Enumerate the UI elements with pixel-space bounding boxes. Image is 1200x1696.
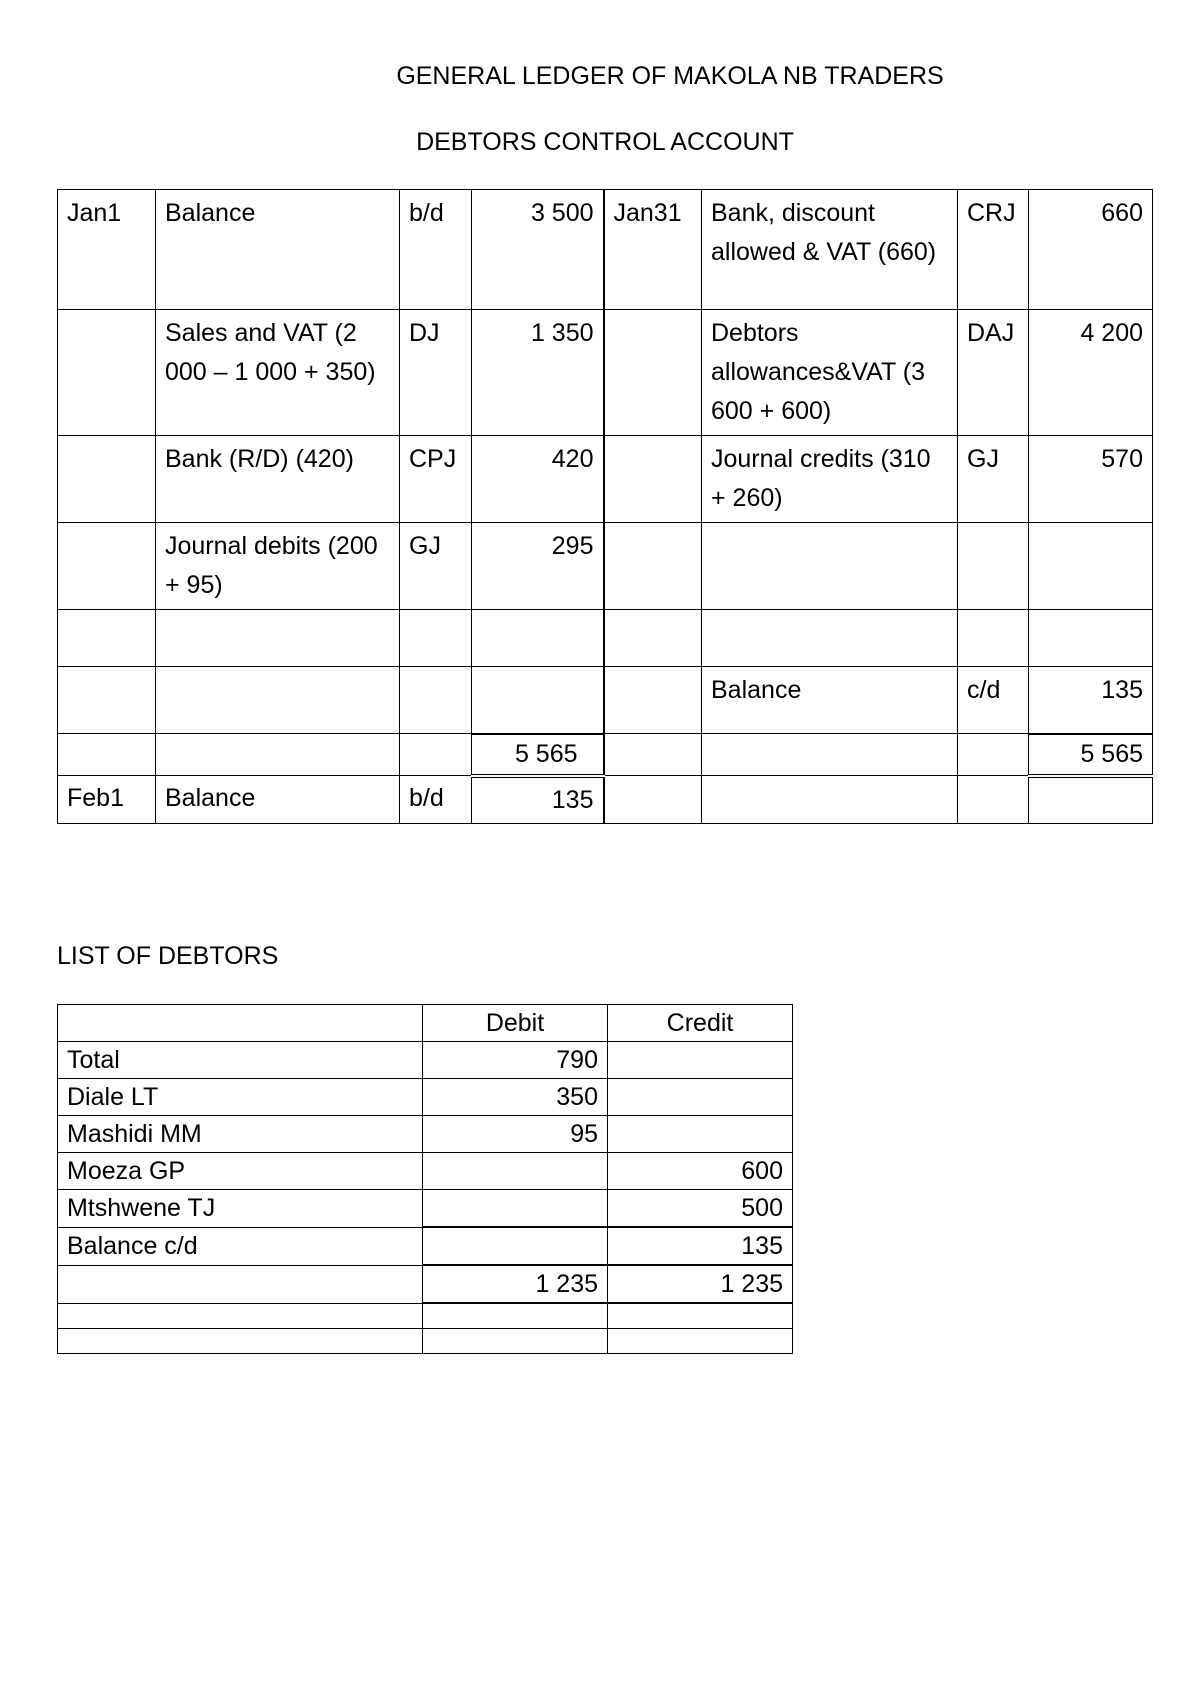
list-row	[58, 1227, 793, 1265]
credit-value: 135	[608, 1227, 793, 1265]
debtor-name: Diale LT	[58, 1079, 423, 1116]
credit-amount: 135	[1029, 667, 1153, 734]
credit-folio: c/d	[958, 667, 1029, 734]
debtor-name: Total	[58, 1042, 423, 1079]
debtors-control-account-table	[57, 189, 1153, 824]
credit-date	[604, 436, 702, 523]
debit-folio: b/d	[400, 190, 472, 310]
list-row	[58, 1079, 793, 1116]
list-of-debtors-title: LIST OF DEBTORS	[57, 942, 279, 970]
credit-details: Journal credits (310 + 260)	[702, 436, 958, 523]
credit-amount	[1029, 610, 1153, 667]
credit-details	[702, 523, 958, 610]
list-header-row	[58, 1005, 793, 1042]
account-title: DEBTORS CONTROL ACCOUNT	[416, 128, 794, 156]
debit-details: Balance	[156, 190, 400, 310]
debit-value	[423, 1153, 608, 1190]
debit-details: Journal debits (200 + 95)	[156, 523, 400, 610]
debit-details: Balance	[156, 776, 400, 824]
credit-value: 500	[608, 1190, 793, 1228]
credit-date: Jan31	[604, 190, 702, 310]
list-row	[58, 1190, 793, 1228]
credit-header: Credit	[608, 1005, 793, 1042]
debit-date	[58, 610, 156, 667]
list-row	[58, 1116, 793, 1153]
debit-amount	[472, 667, 604, 734]
credit-folio	[958, 523, 1029, 610]
debit-date	[58, 667, 156, 734]
debit-details: Bank (R/D) (420)	[156, 436, 400, 523]
debit-date	[58, 523, 156, 610]
credit-value	[608, 1042, 793, 1079]
debit-value: 95	[423, 1116, 608, 1153]
debit-details	[156, 667, 400, 734]
debit-value: 350	[423, 1079, 608, 1116]
credit-amount	[1029, 523, 1153, 610]
debtor-name: Mtshwene TJ	[58, 1190, 423, 1228]
debit-value	[423, 1190, 608, 1228]
debit-amount: 3 500	[472, 190, 604, 310]
credit-folio: DAJ	[958, 310, 1029, 436]
credit-date	[604, 310, 702, 436]
debit-folio: DJ	[400, 310, 472, 436]
debit-value	[423, 1227, 608, 1265]
credit-value	[608, 1116, 793, 1153]
debit-folio: CPJ	[400, 436, 472, 523]
ledger-row	[58, 610, 1153, 667]
ledger-row	[58, 523, 1153, 610]
debit-date	[58, 436, 156, 523]
ledger-totals-row	[58, 734, 1153, 776]
debit-details: Sales and VAT (2 000 – 1 000 + 350)	[156, 310, 400, 436]
debtor-name: Balance c/d	[58, 1227, 423, 1265]
debit-amount: 135	[472, 776, 604, 824]
debit-folio: b/d	[400, 776, 472, 824]
ledger-row	[58, 190, 1153, 310]
list-row	[58, 1329, 793, 1354]
credit-total: 1 235	[608, 1265, 793, 1303]
debit-total: 5 565	[472, 734, 604, 776]
debit-amount: 1 350	[472, 310, 604, 436]
debit-date: Feb1	[58, 776, 156, 824]
credit-amount: 4 200	[1029, 310, 1153, 436]
debit-date	[58, 310, 156, 436]
credit-details	[702, 610, 958, 667]
ledger-row	[58, 310, 1153, 436]
credit-amount: 660	[1029, 190, 1153, 310]
debit-amount: 420	[472, 436, 604, 523]
debit-folio	[400, 610, 472, 667]
credit-details: Bank, discount allowed & VAT (660)	[702, 190, 958, 310]
credit-date	[604, 667, 702, 734]
debit-amount: 295	[472, 523, 604, 610]
debit-header: Debit	[423, 1005, 608, 1042]
page-title: GENERAL LEDGER OF MAKOLA NB TRADERS	[396, 62, 944, 90]
debit-folio: GJ	[400, 523, 472, 610]
list-row	[58, 1042, 793, 1079]
credit-date	[604, 610, 702, 667]
list-totals-row	[58, 1265, 793, 1303]
debit-folio	[400, 667, 472, 734]
ledger-row	[58, 667, 1153, 734]
debit-details	[156, 610, 400, 667]
ledger-row	[58, 436, 1153, 523]
list-row	[58, 1153, 793, 1190]
credit-value	[608, 1079, 793, 1116]
debit-total: 1 235	[423, 1265, 608, 1303]
debit-date: Jan1	[58, 190, 156, 310]
list-row	[58, 1303, 793, 1329]
credit-value: 600	[608, 1153, 793, 1190]
ledger-row	[58, 776, 1153, 824]
credit-total: 5 565	[1029, 734, 1153, 776]
credit-folio: CRJ	[958, 190, 1029, 310]
credit-folio: GJ	[958, 436, 1029, 523]
credit-details: Debtors allowances&VAT (3 600 + 600)	[702, 310, 958, 436]
debit-value: 790	[423, 1042, 608, 1079]
debtor-name: Mashidi MM	[58, 1116, 423, 1153]
credit-folio	[958, 610, 1029, 667]
credit-date	[604, 523, 702, 610]
debtor-name: Moeza GP	[58, 1153, 423, 1190]
debit-amount	[472, 610, 604, 667]
credit-details: Balance	[702, 667, 958, 734]
list-of-debtors-table	[57, 1004, 793, 1354]
credit-amount: 570	[1029, 436, 1153, 523]
